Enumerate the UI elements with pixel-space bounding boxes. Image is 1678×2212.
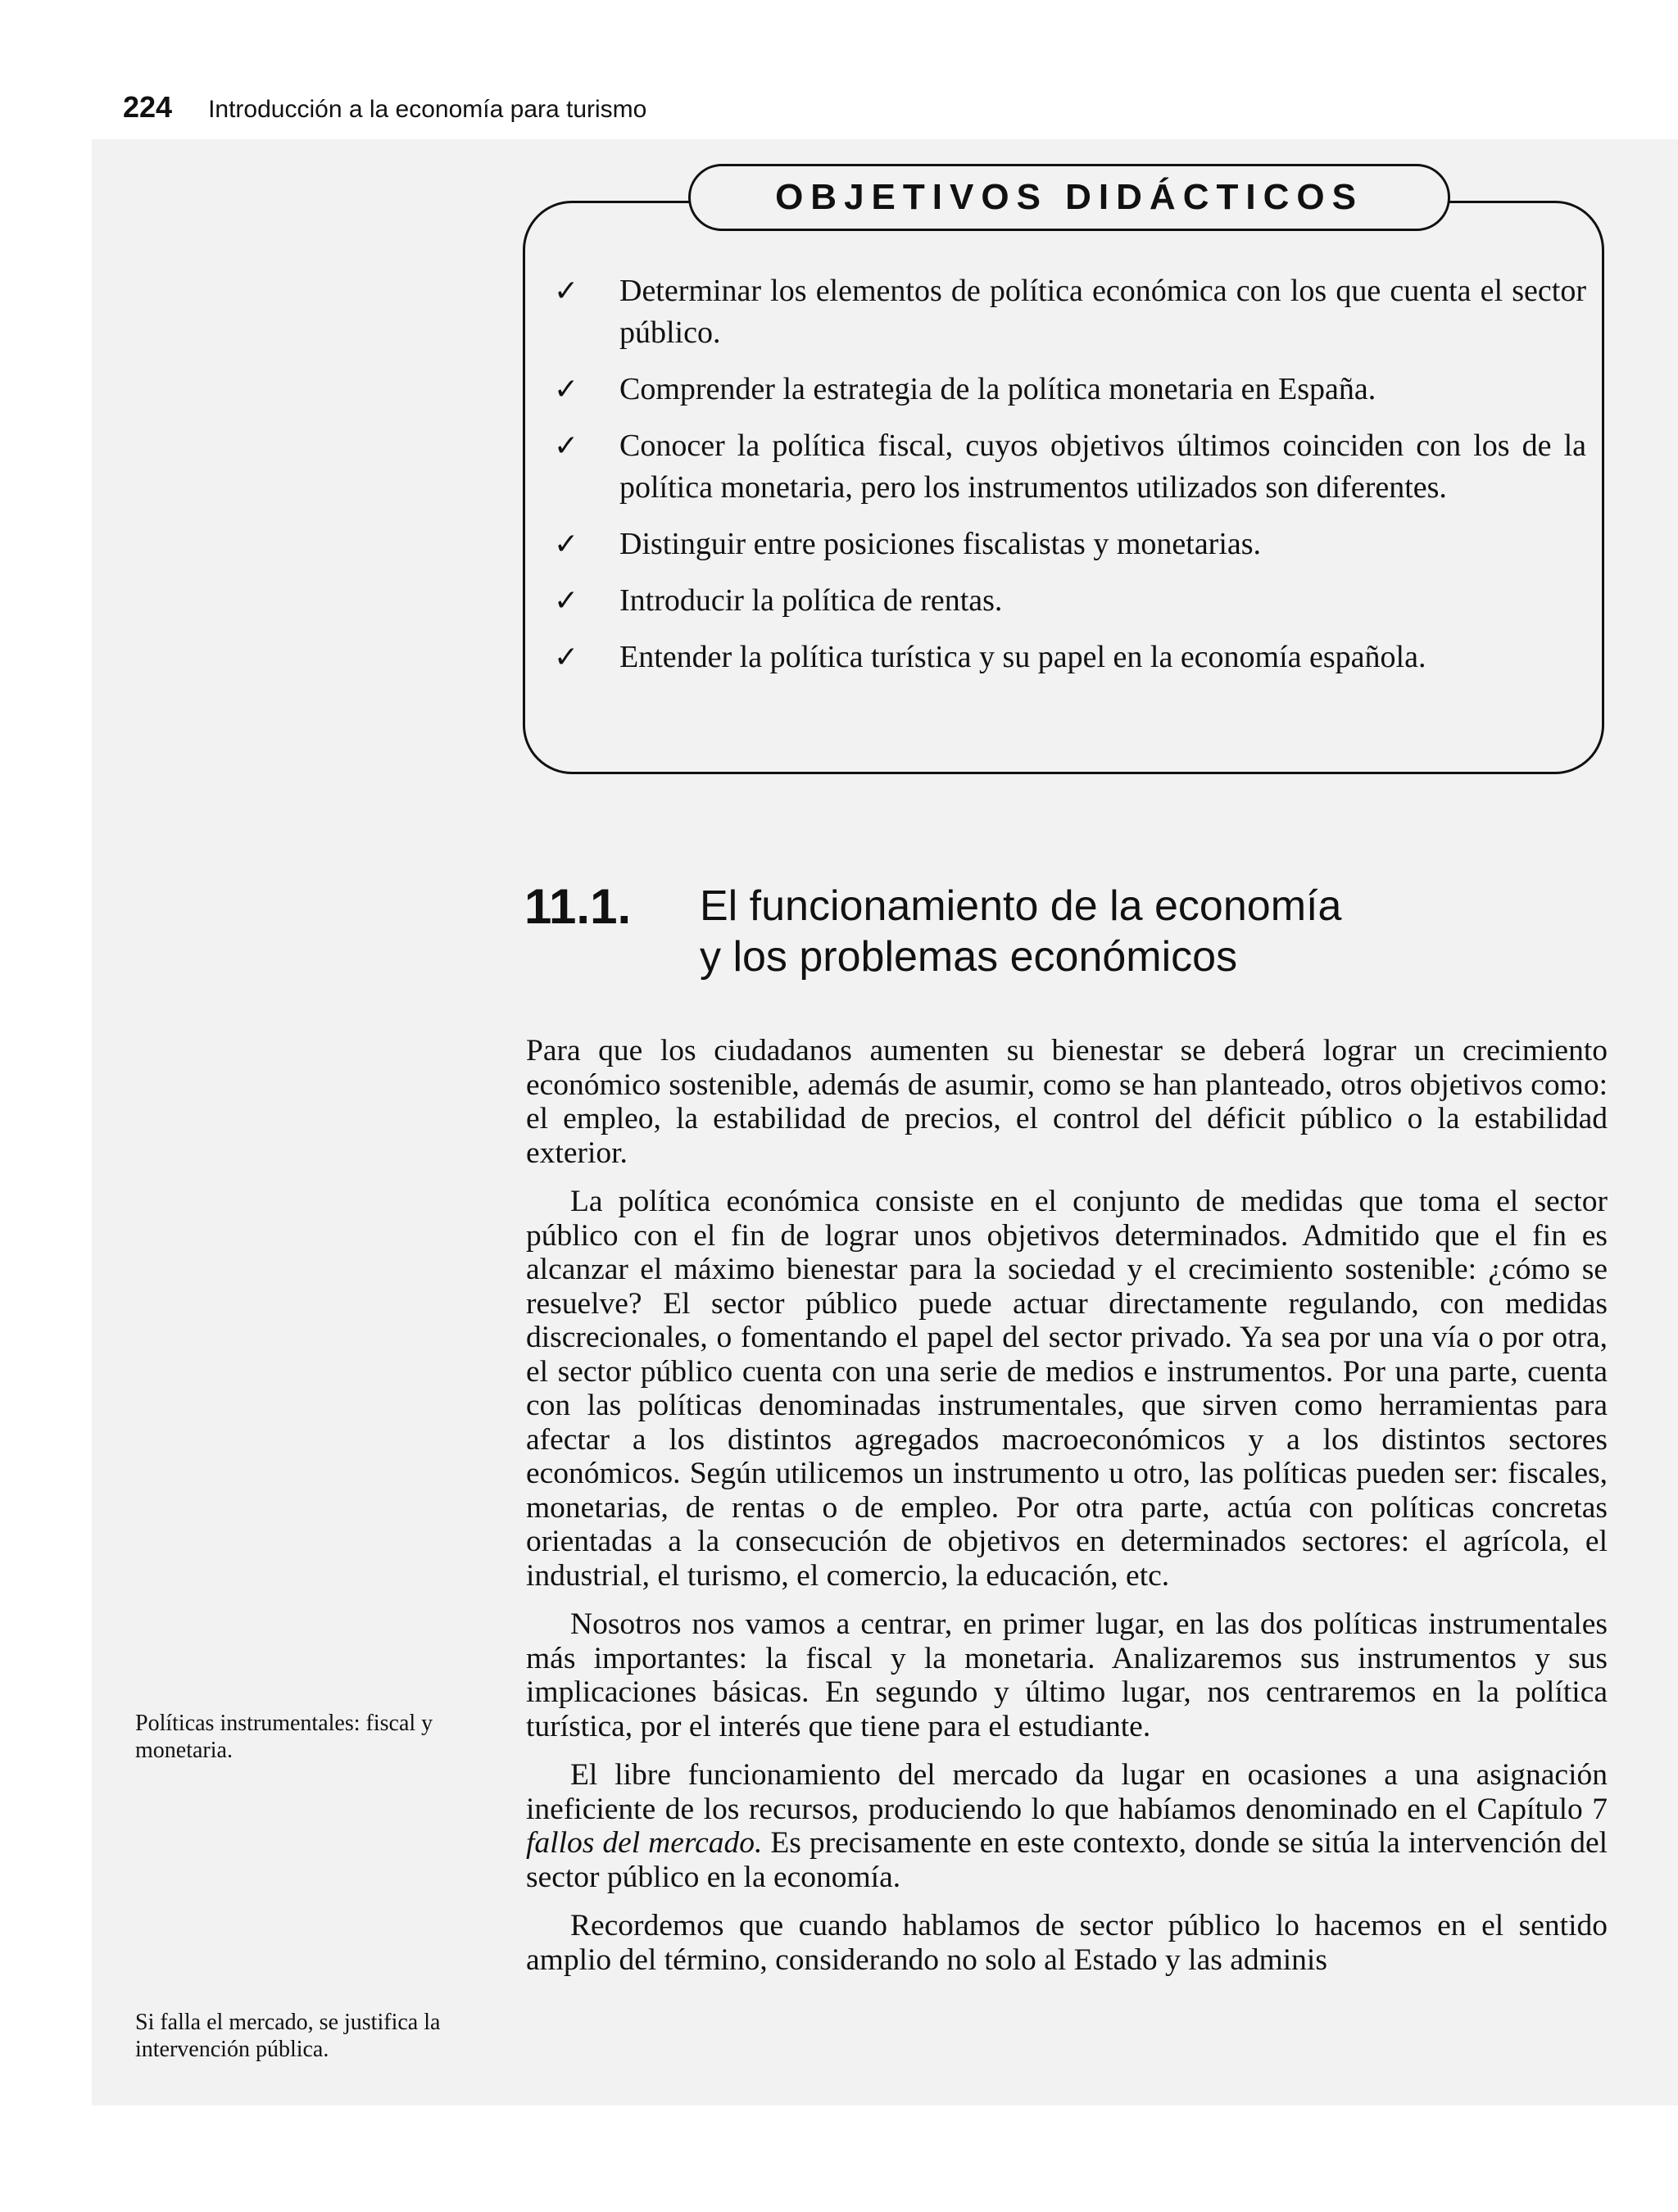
paragraph: Nosotros nos vamos a centrar, en primer lugar, en las dos políticas instrumentales más importantes: la fiscal y la monetaria. Analizaremos sus instrumentos y sus implicaciones básicas. En segundo y último lugar, nos centraremos en la política turística, por el interés que tiene para el estudiante. <box>526 1607 1608 1743</box>
objective-text: Introducir la política de rentas. <box>619 583 1003 618</box>
section-title-line: El funcionamiento de la economía <box>700 882 1342 930</box>
section-title <box>700 881 1437 982</box>
body-text <box>526 1034 1608 1977</box>
running-title: Introducción a la economía para turismo <box>208 96 647 123</box>
objective-item <box>554 369 1586 410</box>
paragraph: Recordemos que cuando hablamos de sector público lo hacemos en el sentido amplio del término, considerando no solo al Estado y las adminis <box>526 1909 1608 1977</box>
paragraph-emphasis: fallos del mercado. <box>526 1826 763 1860</box>
objective-item <box>554 524 1586 565</box>
objective-item <box>554 580 1586 622</box>
page-number: 224 <box>123 90 173 124</box>
running-head <box>123 90 646 125</box>
margin-note: Políticas instrumentales: fiscal y monetaria. <box>135 1711 433 1763</box>
checkmark-icon: ✓ <box>554 528 579 561</box>
paragraph: Para que los ciudadanos aumenten su bienestar se deberá lograr un crecimiento económico sostenible, además de asumir, como se han planteado, otros objetivos como: el empleo, la estabilidad de precios, el control del déficit público o la estabilidad exterior. <box>526 1034 1608 1170</box>
checkmark-icon: ✓ <box>554 641 579 674</box>
objectives-title-frame <box>688 164 1450 231</box>
objective-item <box>554 425 1586 509</box>
paragraph <box>526 1758 1608 1894</box>
objectives-title: OBJETIVOS DIDÁCTICOS <box>775 177 1363 217</box>
checkmark-icon: ✓ <box>554 584 579 618</box>
paragraph-text: Es precisamente en este contexto, donde se sitúa la intervención del sector público en la economía. <box>526 1826 1608 1894</box>
objective-text: Distinguir entre posiciones fiscalistas y monetarias. <box>619 527 1262 561</box>
paragraph: La política económica consiste en el conjunto de medidas que toma el sector público con el fin de lograr unos objetivos determinados. Admitido que el fin es alcanzar el máximo bienestar para la sociedad y el crecimiento sostenible: ¿cómo se resuelve? El sector público puede actuar directamente regulando, con medidas discrecionales, o fomentando el papel del sector privado. Ya sea por una vía o por otra, el sector público cuenta con una serie de medios e instrumentos. Por una parte, cuenta con las políticas denominadas instrumentales, que sirven como herramientas para afectar a los distintos agregados macroeconómicos y a los distintos sectores económicos. Según utilicemos un instrumento u otro, las políticas pueden ser: fiscales, monetarias, de rentas o de empleo. Por otra parte, actúa con políticas concretas orientadas a la consecución de objetivos en determinados sectores: el agrícola, el industrial, el turismo, el comercio, la educación, etc. <box>526 1185 1608 1593</box>
checkmark-icon: ✓ <box>554 373 579 406</box>
margin-note: Si falla el mercado, se justifica la intervención pública. <box>135 2010 441 2062</box>
objective-text: Entender la política turística y su papel en la economía española. <box>619 640 1426 674</box>
objective-item <box>554 637 1586 678</box>
objective-text: Comprender la estrategia de la política monetaria en España. <box>619 372 1376 406</box>
section-title-line: y los problemas económicos <box>700 933 1238 981</box>
checkmark-icon: ✓ <box>554 274 579 308</box>
section-number: 11.1. <box>524 879 632 934</box>
objectives-list <box>554 270 1586 693</box>
objective-text: Determinar los elementos de política económica con los que cuenta el sector público. <box>619 274 1586 350</box>
paragraph-text: El libre funcionamiento del mercado da lugar en ocasiones a una asignación ineficiente de los recursos, produciendo lo que habíamos denominado en el Capítulo 7 <box>526 1758 1608 1826</box>
objective-item <box>554 270 1586 354</box>
checkmark-icon: ✓ <box>554 429 579 463</box>
objective-text: Conocer la política fiscal, cuyos objetivos últimos coinciden con los de la política monetaria, pero los instrumentos utilizados son diferentes. <box>619 428 1586 505</box>
